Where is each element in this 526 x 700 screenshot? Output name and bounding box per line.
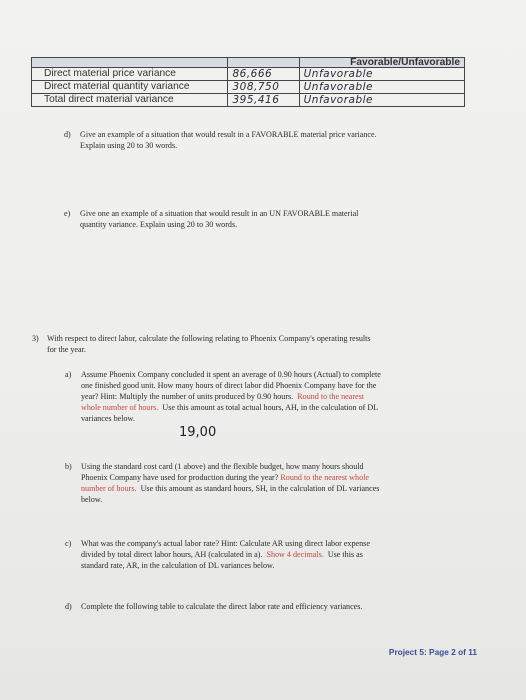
question-text: one finished good unit. How many hours of direct labor did Phoenix Company have for the (81, 381, 377, 390)
question-text: standard rate, AR, in the calculation of DL variances below. (81, 561, 275, 570)
favorable-unfavorable-header: Favorable/Unfavorable (299, 58, 464, 68)
instruction-text: whole number of hours. (81, 403, 159, 412)
page-footer: Project 5: Page 2 of 11 (388, 647, 477, 657)
row-label: Direct material quantity variance (32, 81, 228, 94)
question-3a (65, 369, 505, 429)
question-text: Give an example of a situation that would result in a FAVORABLE material price variance. (80, 130, 377, 139)
row-amount: 395,416 (228, 94, 299, 107)
variance-table (31, 57, 465, 107)
question-text: Explain using 20 to 30 words. (80, 141, 178, 150)
row-amount: 86,666 (228, 68, 299, 81)
row-status: Unfavorable (299, 94, 464, 107)
table-row (32, 81, 465, 94)
question-text: Use this amount as standard hours, SH, in the calculation of DL variances (140, 484, 380, 493)
question-3d (65, 601, 505, 613)
instruction-text: number of hours. (81, 484, 137, 493)
question-label: b) (65, 462, 72, 471)
question-3b (65, 461, 505, 509)
table-row (32, 94, 465, 107)
row-label: Total direct material variance (32, 94, 228, 107)
question-text: below. (81, 495, 103, 504)
question-text: Complete the following table to calculate the direct labor rate and efficiency variances. (81, 602, 363, 611)
question-label: d) (64, 130, 71, 139)
question-text: With respect to direct labor, calculate the following relating to Phoenix Company's operating results (47, 334, 371, 343)
question-text: Phoenix Company have used for production during the year? (81, 473, 279, 482)
question-label: c) (65, 539, 72, 548)
table-header-row (32, 58, 465, 68)
row-status: Unfavorable (299, 81, 464, 94)
table-row (32, 68, 465, 81)
question-text: Assume Phoenix Company concluded it spent an average of 0.90 hours (Actual) to complete (81, 370, 381, 379)
question-3 (32, 333, 502, 357)
question-text: year? Hint: Multiply the number of units produced by 0.90 hours. (81, 392, 294, 401)
question-2d (64, 129, 504, 153)
question-text: variances below. (81, 414, 135, 423)
question-2e (64, 208, 504, 232)
question-text: What was the company's actual labor rate? Hint: Calculate AR using direct labor expense (81, 539, 370, 548)
question-3c (65, 538, 505, 574)
instruction-text: Round to the nearest (297, 392, 365, 401)
question-text: Using the standard cost card (1 above) and the flexible budget, how many hours should (81, 462, 364, 471)
question-text: for the year. (47, 345, 86, 354)
handwritten-answer: 19,00 (179, 425, 217, 440)
question-text: Use this amount as total actual hours, AH, in the calculation of DL (162, 403, 379, 412)
row-status: Unfavorable (299, 68, 464, 81)
question-label: a) (65, 370, 72, 379)
question-text: divided by total direct labor hours, AH (calculated in a). (81, 550, 263, 559)
question-text: quantity variance. Explain using 20 to 30 words. (80, 220, 238, 229)
question-label: 3) (32, 334, 39, 343)
row-label: Direct material price variance (32, 68, 228, 81)
question-label: d) (65, 602, 72, 611)
question-label: e) (64, 209, 71, 218)
question-text: Give one an example of a situation that would result in an UN FAVORABLE material (80, 209, 359, 218)
row-amount: 308,750 (228, 81, 299, 94)
instruction-text: Show 4 decimals. (266, 550, 324, 559)
instruction-text: Round to the nearest whole (280, 473, 369, 482)
question-text: Use this as (327, 550, 363, 559)
